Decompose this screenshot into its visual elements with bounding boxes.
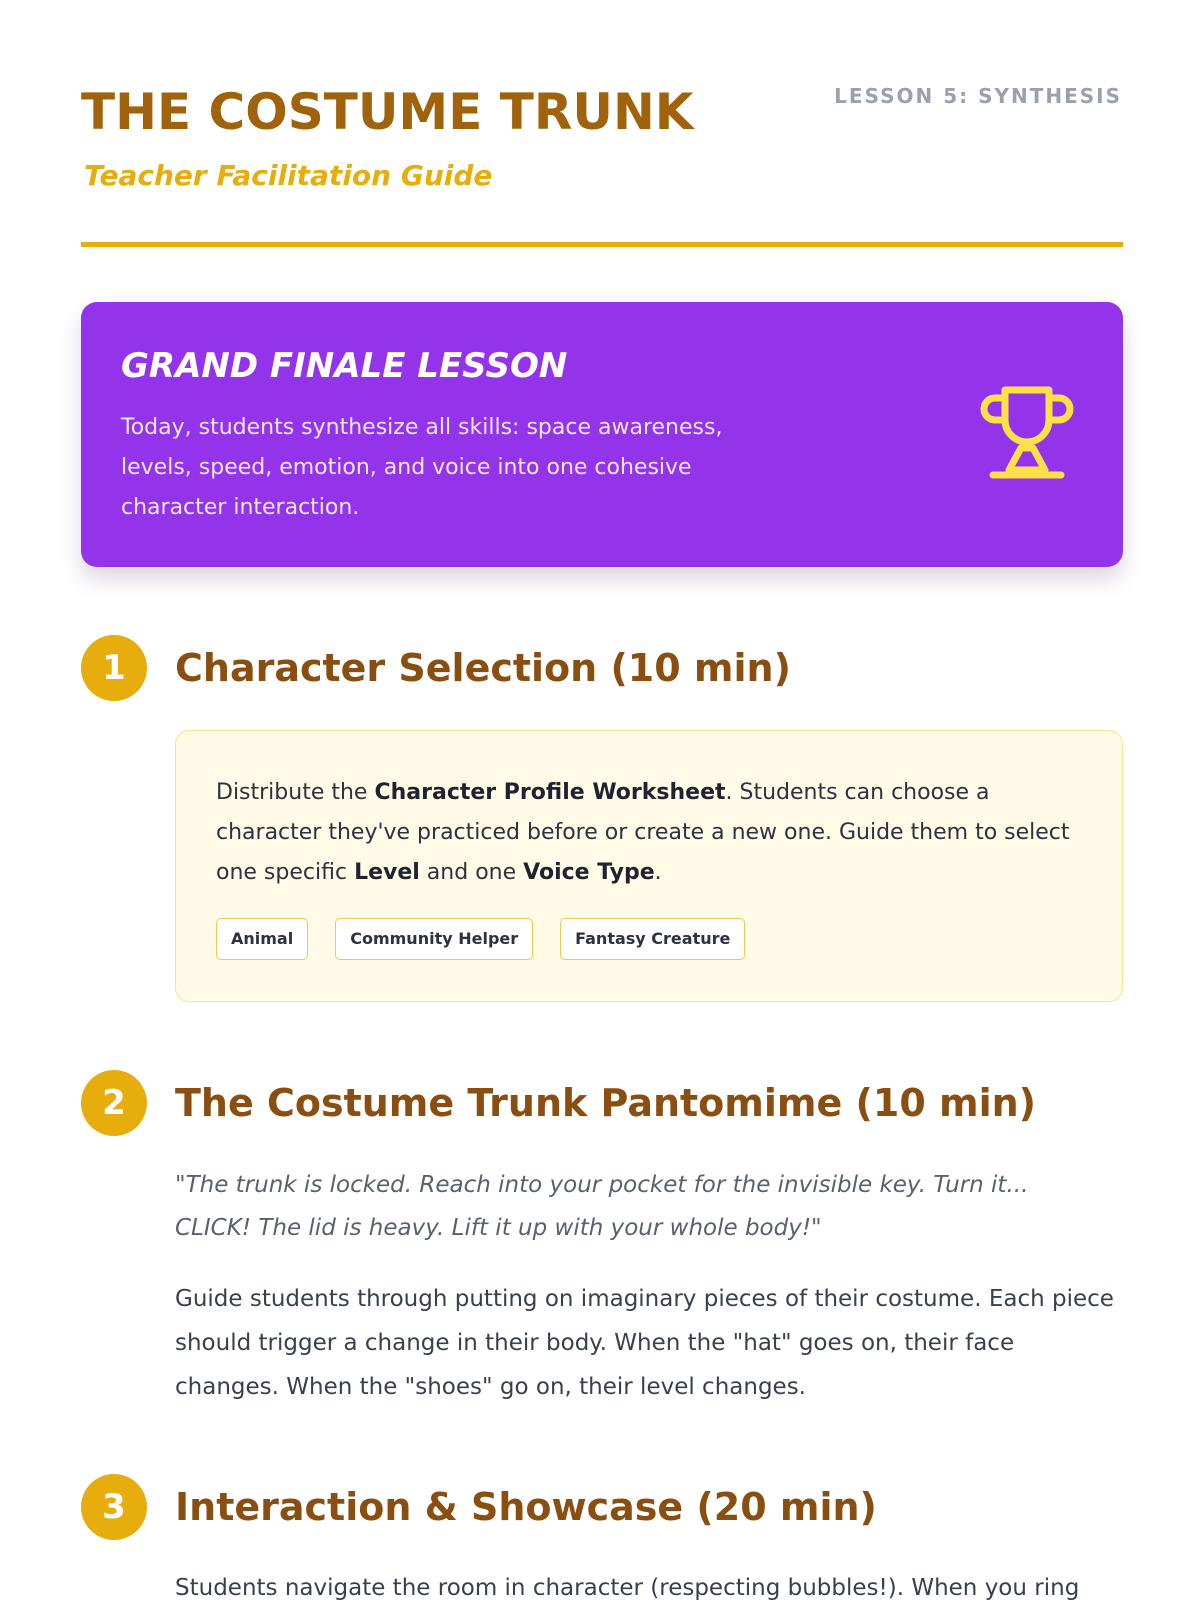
level-term: Level — [354, 860, 420, 885]
grand-finale-banner — [81, 302, 1123, 567]
step-number-2: 2 — [81, 1070, 147, 1136]
step-number-3: 3 — [81, 1474, 147, 1540]
tag-animal: Animal — [216, 918, 308, 960]
document-subtitle: Teacher Facilitation Guide — [84, 159, 493, 192]
finale-description: Today, students synthesize all skills: space awareness, levels, speed, emotion, and voice into one cohesive character interaction. — [121, 415, 723, 520]
pantomime-script-quote: "The trunk is locked. Reach into your pocket for the invisible key. Turn it... CLICK! The lid is heavy. Lift it up with your whole body!" — [175, 1172, 1029, 1241]
section-title-character-selection: Character Selection (10 min) — [175, 646, 791, 690]
lesson-label: LESSON 5: SYNTHESIS — [834, 84, 1122, 108]
section-title-interaction-showcase: Interaction & Showcase (20 min) — [175, 1485, 877, 1529]
finale-title: GRAND FINALE LESSON — [121, 346, 568, 386]
tag-community-helper: Community Helper — [335, 918, 533, 960]
step-number-1: 1 — [81, 635, 147, 701]
section-title-costume-trunk-pantomime: The Costume Trunk Pantomime (10 min) — [175, 1081, 1037, 1125]
document-title: THE COSTUME TRUNK — [81, 83, 694, 141]
showcase-instructions: Students navigate the room in character (respecting bubbles!). When you ring — [175, 1575, 1080, 1601]
trophy-icon — [977, 382, 1077, 482]
callout-text: Distribute the Character Profile Worksheet. Students can choose a character they've practiced before or create a new one. Guide them to select one specific Level and one Voice Type. — [216, 780, 1070, 885]
pantomime-instructions: Guide students through putting on imaginary pieces of their costume. Each piece should trigger a change in their body. When the "hat" goes on, their face changes. When the "shoes" go on, their level changes. — [175, 1286, 1114, 1400]
character-selection-callout — [175, 730, 1123, 1002]
voice-type-term: Voice Type — [523, 860, 655, 885]
worksheet-name: Character Profile Worksheet — [374, 780, 726, 805]
character-type-tags — [216, 918, 745, 960]
header-divider — [81, 242, 1123, 247]
tag-fantasy-creature: Fantasy Creature — [560, 918, 745, 960]
